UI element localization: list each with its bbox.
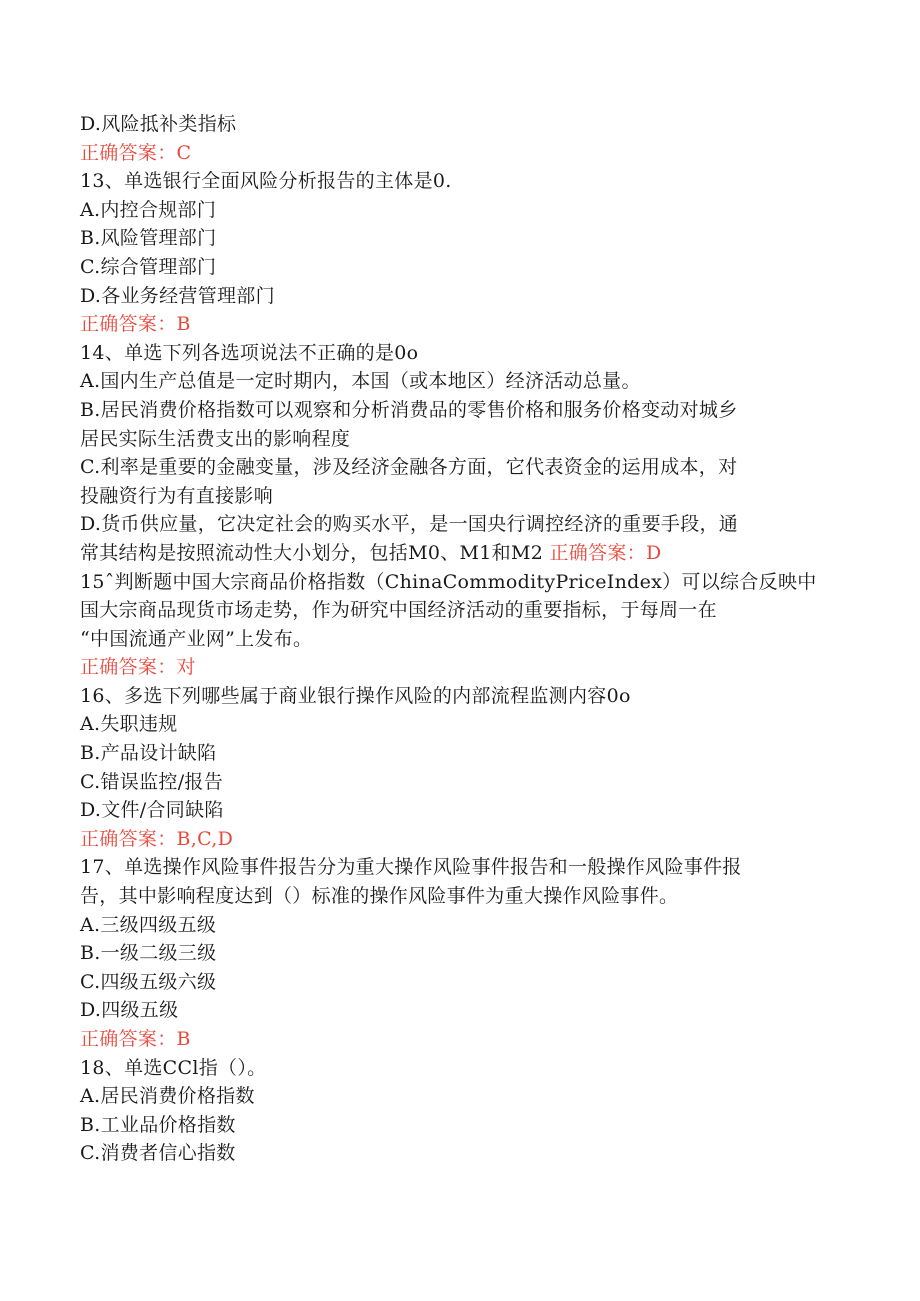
text-line: C.错误监控/报告	[80, 770, 224, 793]
text-line: A.内控合规部门	[80, 198, 217, 221]
text-line: A.居民消费价格指数	[80, 1085, 255, 1108]
text-line: 18、单选CCl指（）。	[80, 1056, 267, 1079]
text-line: 14、单选下列各选项说法不正确的是0o	[80, 341, 419, 364]
text-line: 13、单选银行全面风险分析报告的主体是0.	[80, 170, 452, 193]
text-line: 15ˆ判断题中国大宗商品价格指数（ChinaCommodityPriceIndex）可以综合反映中	[80, 570, 817, 593]
text-line	[80, 539, 820, 568]
text-line: C.四级五级六级	[80, 970, 217, 993]
text-line: C.利率是重要的金融变量，涉及经济金融各方面，它代表资金的运用成本，对	[80, 456, 738, 479]
text-line: B.风险管理部门	[80, 227, 217, 250]
text-segment: 常其结构是按照流动性大小划分，包括M0、M1和M2	[80, 541, 544, 564]
text-line: 告，其中影响程度达到（）标准的操作风险事件为重大操作风险事件。	[80, 885, 679, 908]
text-line: “中国流通产业网”上发布。	[80, 627, 313, 650]
text-line: 16、多选下列哪些属于商业银行操作风险的内部流程监测内容0o	[80, 684, 631, 707]
text-line: B.一级二级三级	[80, 942, 217, 965]
text-line: D.各业务经营管理部门	[80, 284, 275, 307]
text-line: A.三级四级五级	[80, 913, 217, 936]
text-line: B.居民消费价格指数可以观察和分析消费品的零售价格和服务价格变动对城乡	[80, 398, 738, 421]
text-line: D.文件/合同缺陷	[80, 799, 224, 822]
text-line: 居民实际生活费支出的影响程度	[80, 427, 351, 450]
answer-line: 正确答案：C	[80, 141, 192, 164]
text-line: C.综合管理部门	[80, 255, 217, 278]
document-body	[80, 110, 820, 1168]
text-line: C.消费者信心指数	[80, 1142, 236, 1165]
text-line: 17、单选操作风险事件报告分为重大操作风险事件报告和一般操作风险事件报	[80, 856, 742, 879]
answer-line: 正确答案：B,C,D	[80, 827, 234, 850]
text-line: A.失职违规	[80, 713, 178, 736]
text-line: B.工业品价格指数	[80, 1113, 236, 1136]
text-line: 投融资行为有直接影响	[80, 484, 274, 507]
answer-line: 正确答案：对	[80, 656, 196, 679]
answer-line: 正确答案：B	[80, 313, 191, 336]
text-line: D.货币供应量，它决定社会的购买水平，是一国央行调控经济的重要手段，通	[80, 513, 739, 536]
text-line: 国大宗商品现货市场走势，作为研究中国经济活动的重要指标，于每周一在	[80, 599, 717, 622]
text-line: A.国内生产总值是一定时期内，本国（或本地区）经济活动总量。	[80, 370, 641, 393]
answer-line: 正确答案：B	[80, 1028, 191, 1050]
inline-answer: 正确答案：D	[549, 541, 662, 564]
text-line: D.四级五级	[80, 999, 179, 1022]
text-line: B.产品设计缺陷	[80, 742, 217, 765]
text-line: D.风险抵补类指标	[80, 113, 237, 135]
